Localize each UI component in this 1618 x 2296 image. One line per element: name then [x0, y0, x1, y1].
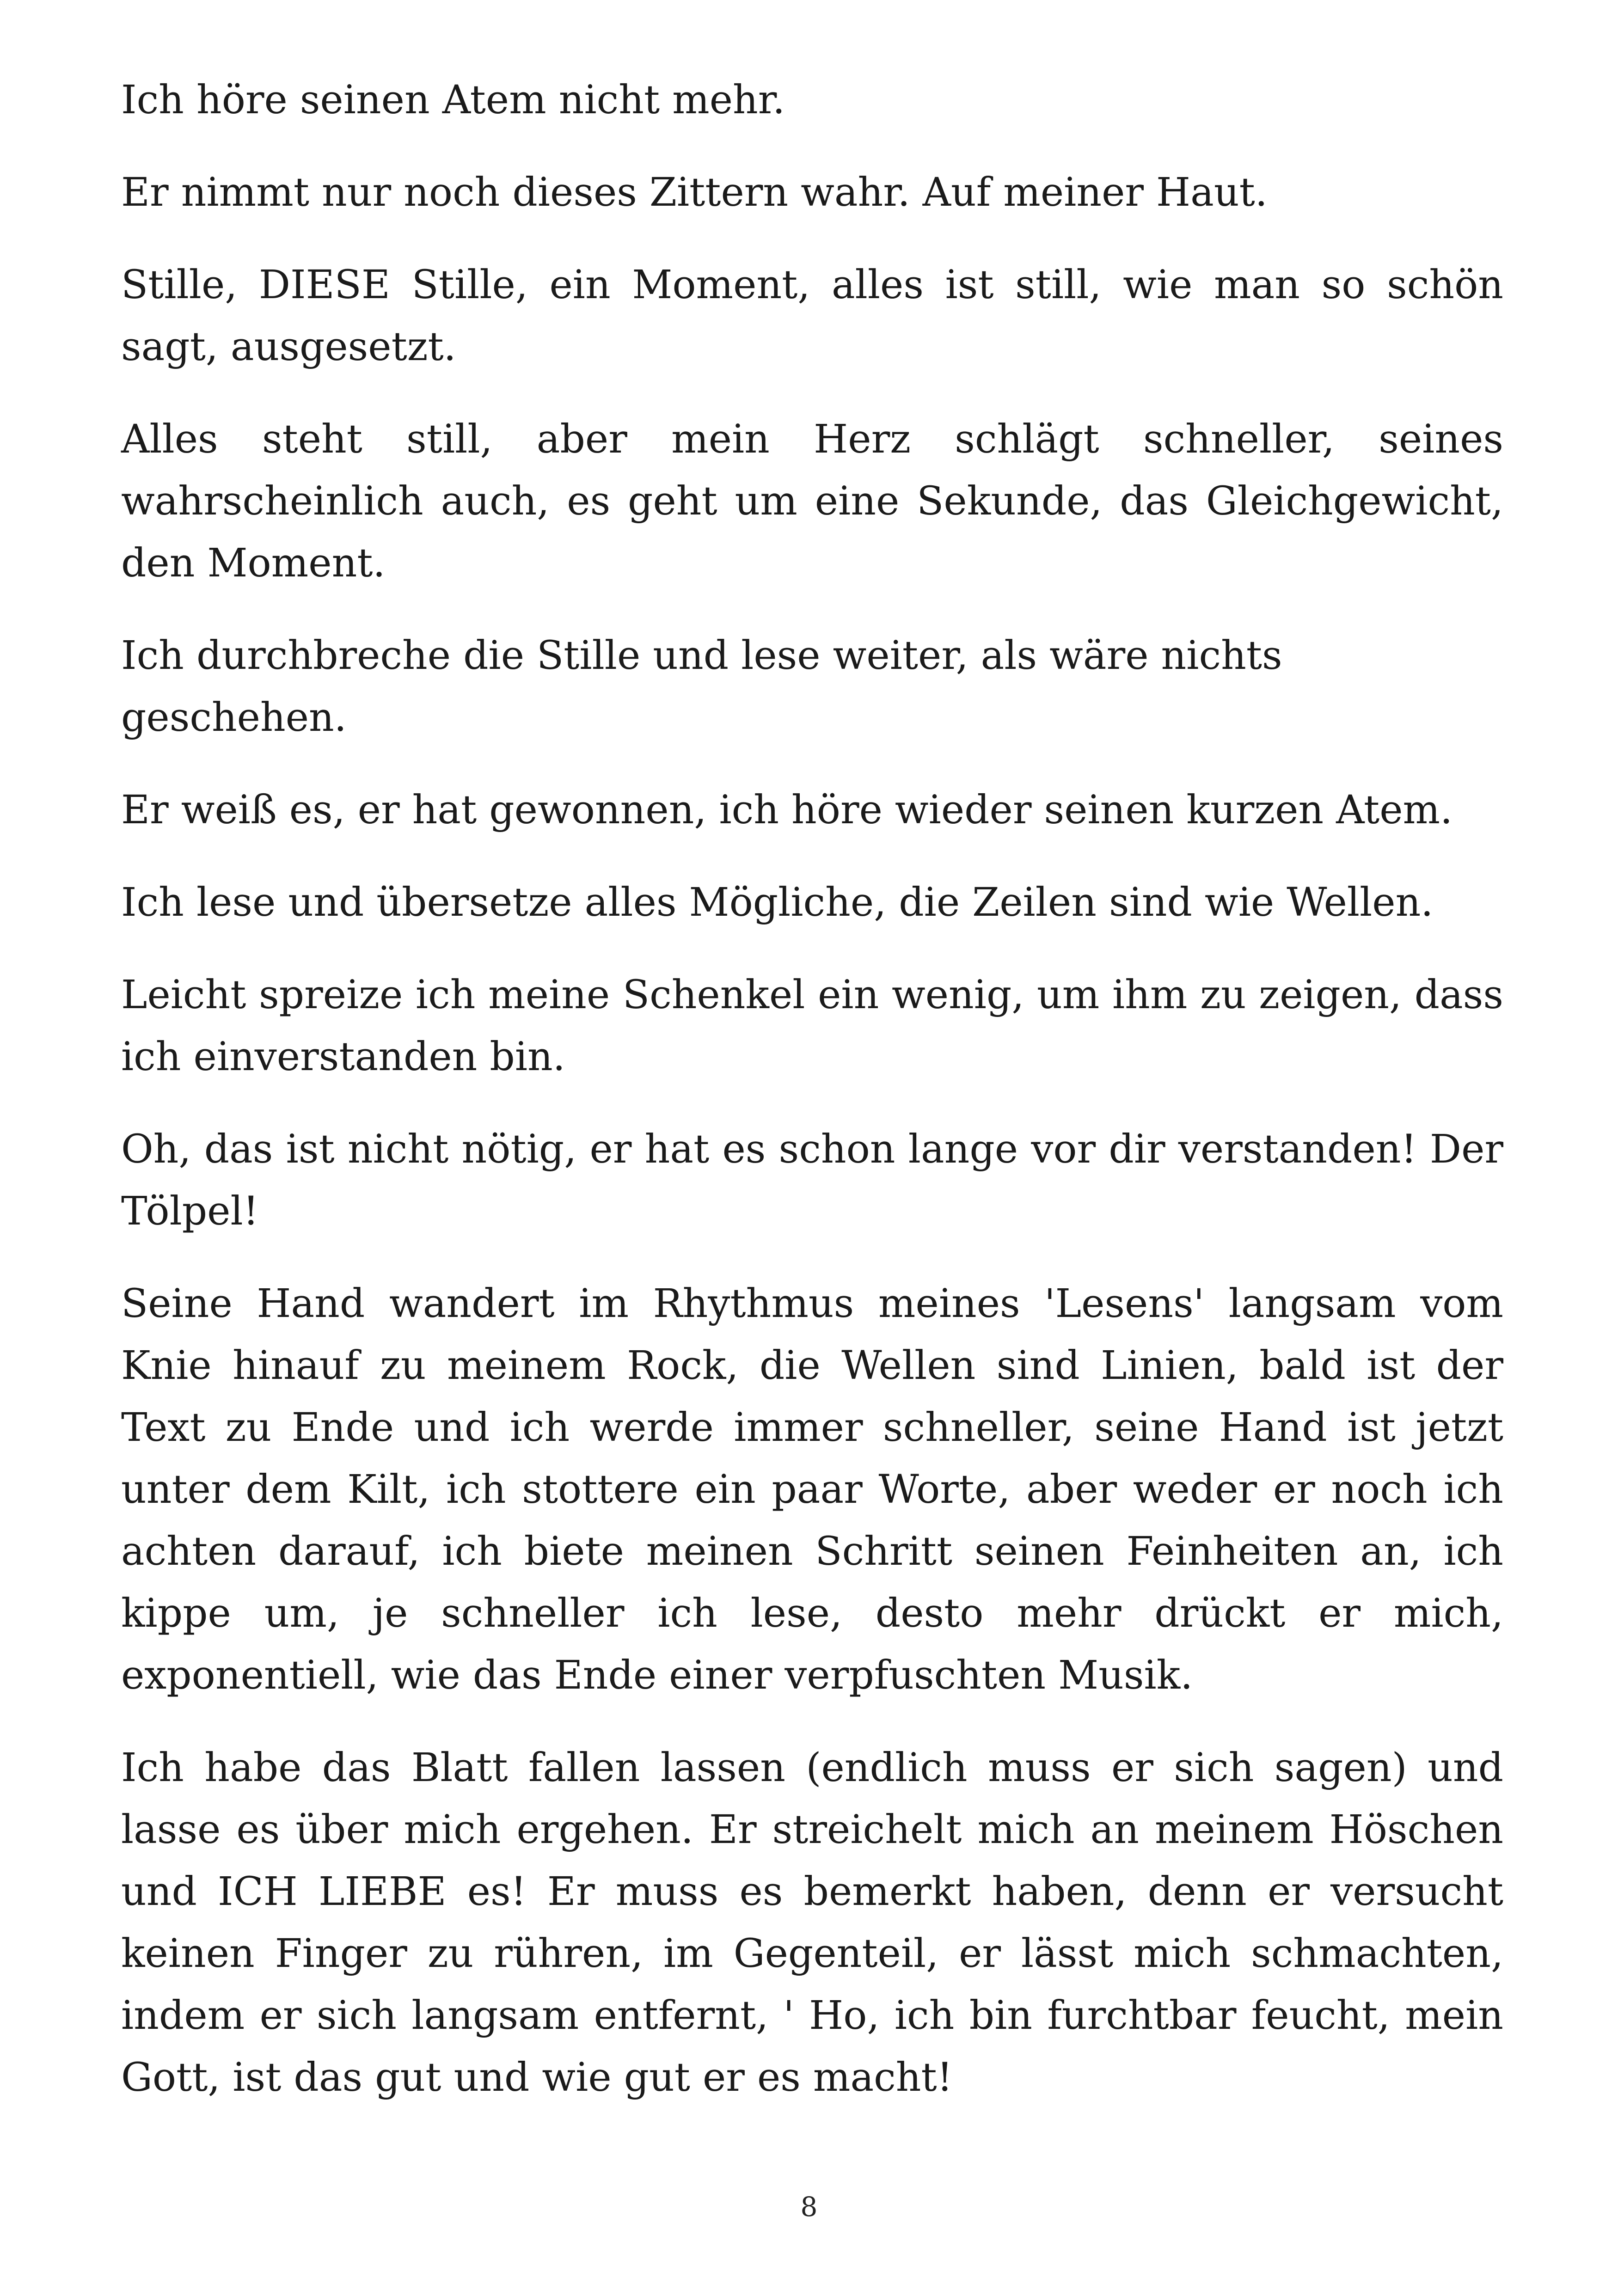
paragraph-7: Ich lese und übersetze alles Mögliche, die Zeilen sind wie Wellen.	[121, 880, 1434, 925]
paragraph-11: Ich habe das Blatt fallen lassen (endlich muss er sich sagen) und lasse es über mich ergehen. Er streichelt mich an meinem Höschen und ICH LIEBE es! Er muss es bemerkt haben, denn er versucht keinen Finger zu rühren, im Gegenteil, er lässt mich schmachten, indem er sich langsam entfernt, ' Ho, ich bin furchtbar feucht, mein Gott, ist das gut und wie gut er es macht!	[121, 1745, 1503, 2100]
paragraph-9: Oh, das ist nicht nötig, er hat es schon lange vor dir verstanden! Der Tölpel!	[121, 1127, 1503, 1234]
paragraph-2: Er nimmt nur noch dieses Zittern wahr. Auf meiner Haut.	[121, 170, 1268, 215]
paragraph-10: Seine Hand wandert im Rhythmus meines 'Lesens' langsam vom Knie hinauf zu meinem Rock, die Wellen sind Linien, bald ist der Text zu Ende und ich werde immer schneller, seine Hand ist jetzt unter dem Kilt, ich stottere ein paar Worte, aber weder er noch ich achten darauf, ich biete meinen Schritt seinen Feinheiten an, ich kippe um, je schneller ich lese, desto mehr drückt er mich, exponentiell, wie das Ende einer verpfuschten Musik.	[121, 1281, 1503, 1698]
paragraph-6: Er weiß es, er hat gewonnen, ich höre wieder seinen kurzen Atem.	[121, 787, 1453, 833]
body-text	[121, 69, 1503, 2139]
paragraph-8: Leicht spreize ich meine Schenkel ein wenig, um ihm zu zeigen, dass ich einverstanden bin.	[121, 972, 1503, 1080]
paragraph-4: Alles steht still, aber mein Herz schlägt schneller, seines wahrscheinlich auch, es geht um eine Sekunde, das Gleichgewicht, den Moment.	[121, 416, 1503, 586]
paragraph-3: Stille, DIESE Stille, ein Moment, alles ist still, wie man so schön sagt, ausgesetzt.	[121, 262, 1503, 370]
paragraph-1: Ich höre seinen Atem nicht mehr.	[121, 77, 785, 123]
page-number: 8	[800, 2191, 818, 2223]
paragraph-5: Ich durchbreche die Stille und lese weiter, als wäre nichts geschehen.	[121, 633, 1282, 741]
